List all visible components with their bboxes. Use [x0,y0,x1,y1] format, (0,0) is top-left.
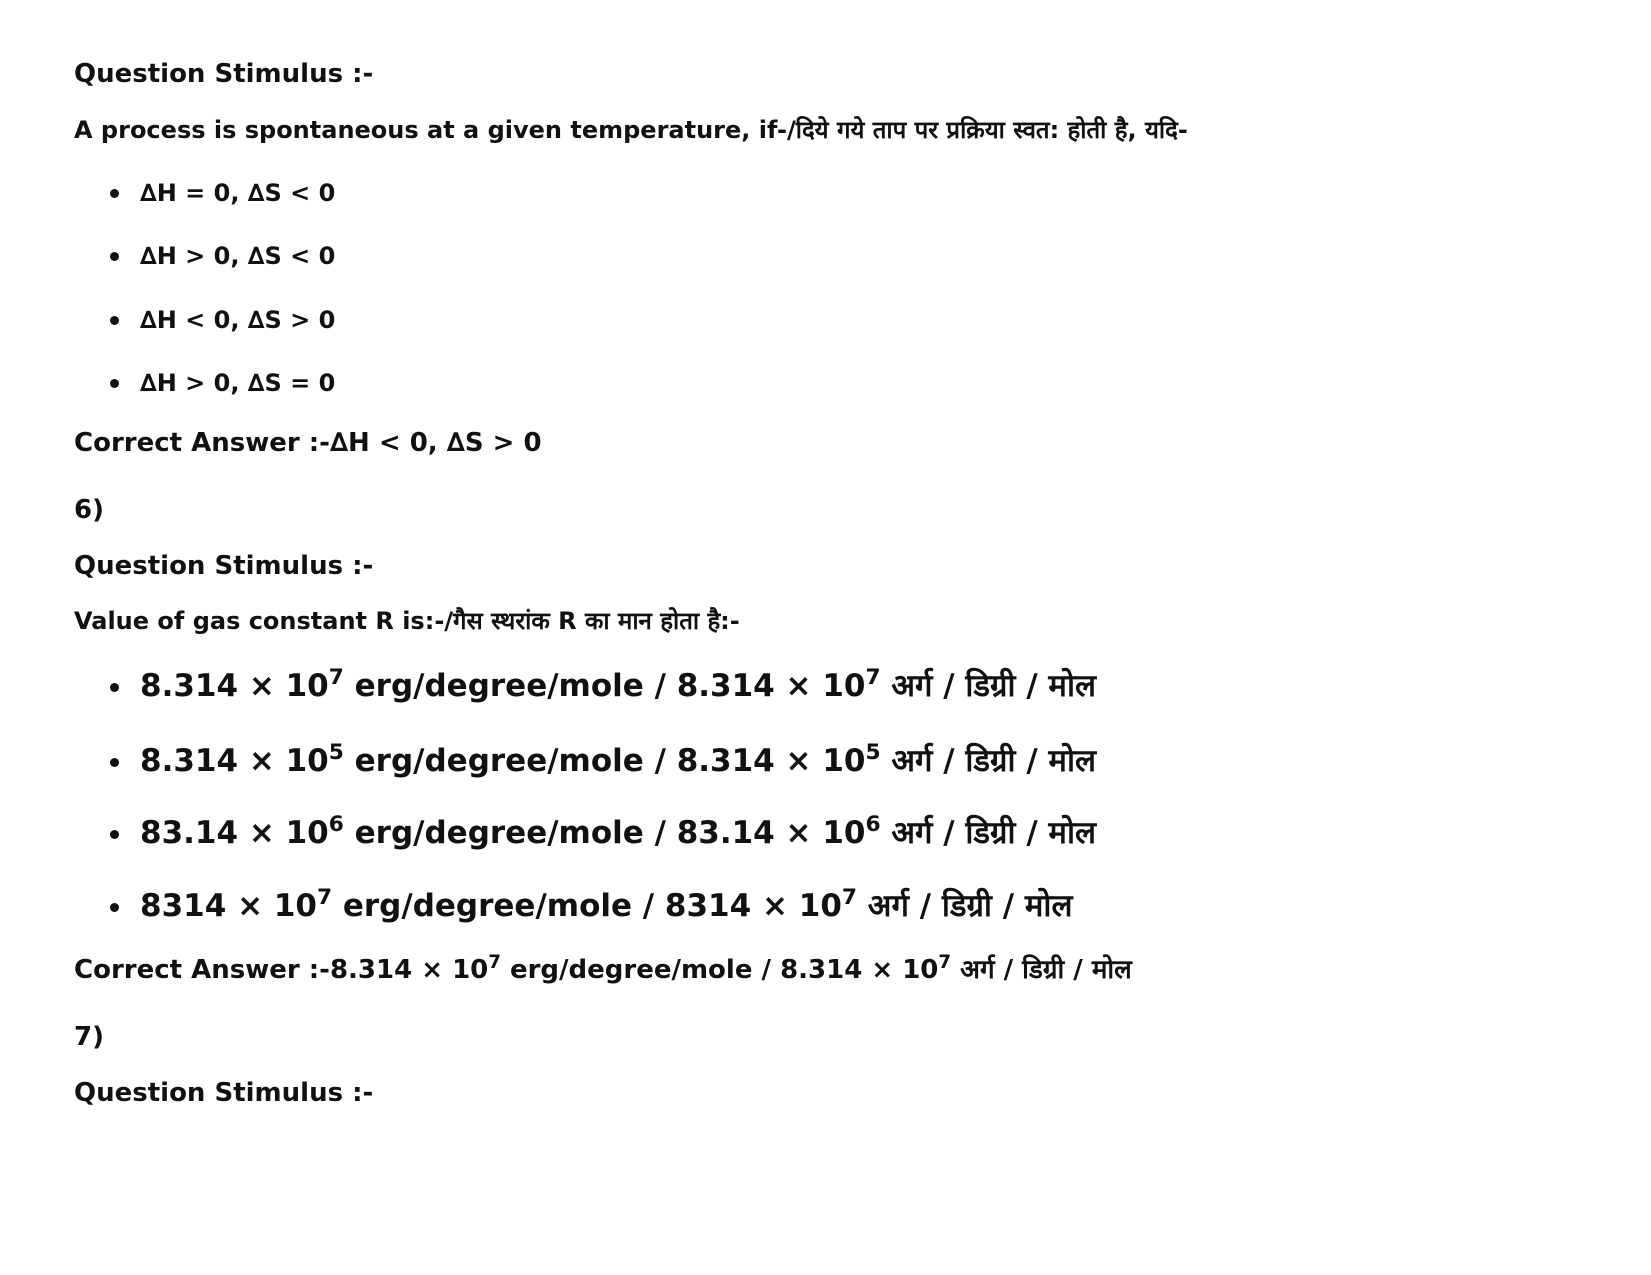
q6-correct-answer [74,953,1132,987]
answer-label: Correct Answer :- [74,955,330,985]
q6-heading: Question Stimulus :- [74,551,374,581]
option-text: ∆H > 0, ∆S = 0 [140,369,336,397]
option-text: $83.14 \times 10^6$ erg/degree/mole / $83.14 \times 10^6$ अर्ग / डिग्री / मोल [140,812,1097,851]
q6-number: 6) [74,495,104,525]
q6-option-3 [110,813,1096,853]
q6-question: Value of gas constant R is:-/गैस स्थरांक R का मान होता है:- [74,607,740,635]
q6-option-2 [110,741,1096,781]
answer-value: $8.314 \times 10^7$ erg/degree/mole / $8.314 \times 10^7$ अर्ग / डिग्री / मोल [329,952,1132,985]
option-text: ∆H < 0, ∆S > 0 [140,306,336,334]
option-text: $8.314 \times 10^5$ erg/degree/mole / $8.314 \times 10^5$ अर्ग / डिग्री / मोल [140,740,1097,779]
q6-option-4 [110,886,1072,926]
q5-question: A process is spontaneous at a given temperature, if-/दिये गये ताप पर प्रक्रिया स्वत: होती है, यदि- [74,116,1188,144]
q5-option-2 [110,241,335,271]
q5-correct-answer [74,426,542,460]
option-text: ∆H = 0, ∆S < 0 [140,179,336,207]
q6-option-1 [110,666,1096,706]
q5-option-4 [110,368,335,398]
q7-heading: Question Stimulus :- [74,1078,374,1108]
answer-value: ∆H < 0, ∆S > 0 [329,428,542,458]
q7-number: 7) [74,1022,104,1052]
q5-option-3 [110,305,335,335]
option-text: $8314 \times 10^7$ erg/degree/mole / $8314 \times 10^7$ अर्ग / डिग्री / मोल [140,885,1073,924]
q5-heading: Question Stimulus :- [74,59,374,89]
option-text: ∆H > 0, ∆S < 0 [140,242,336,270]
option-text: $8.314 \times 10^7$ erg/degree/mole / $8.314 \times 10^7$ अर्ग / डिग्री / मोल [140,665,1097,704]
q5-option-1 [110,178,335,208]
answer-label: Correct Answer :- [74,428,330,458]
